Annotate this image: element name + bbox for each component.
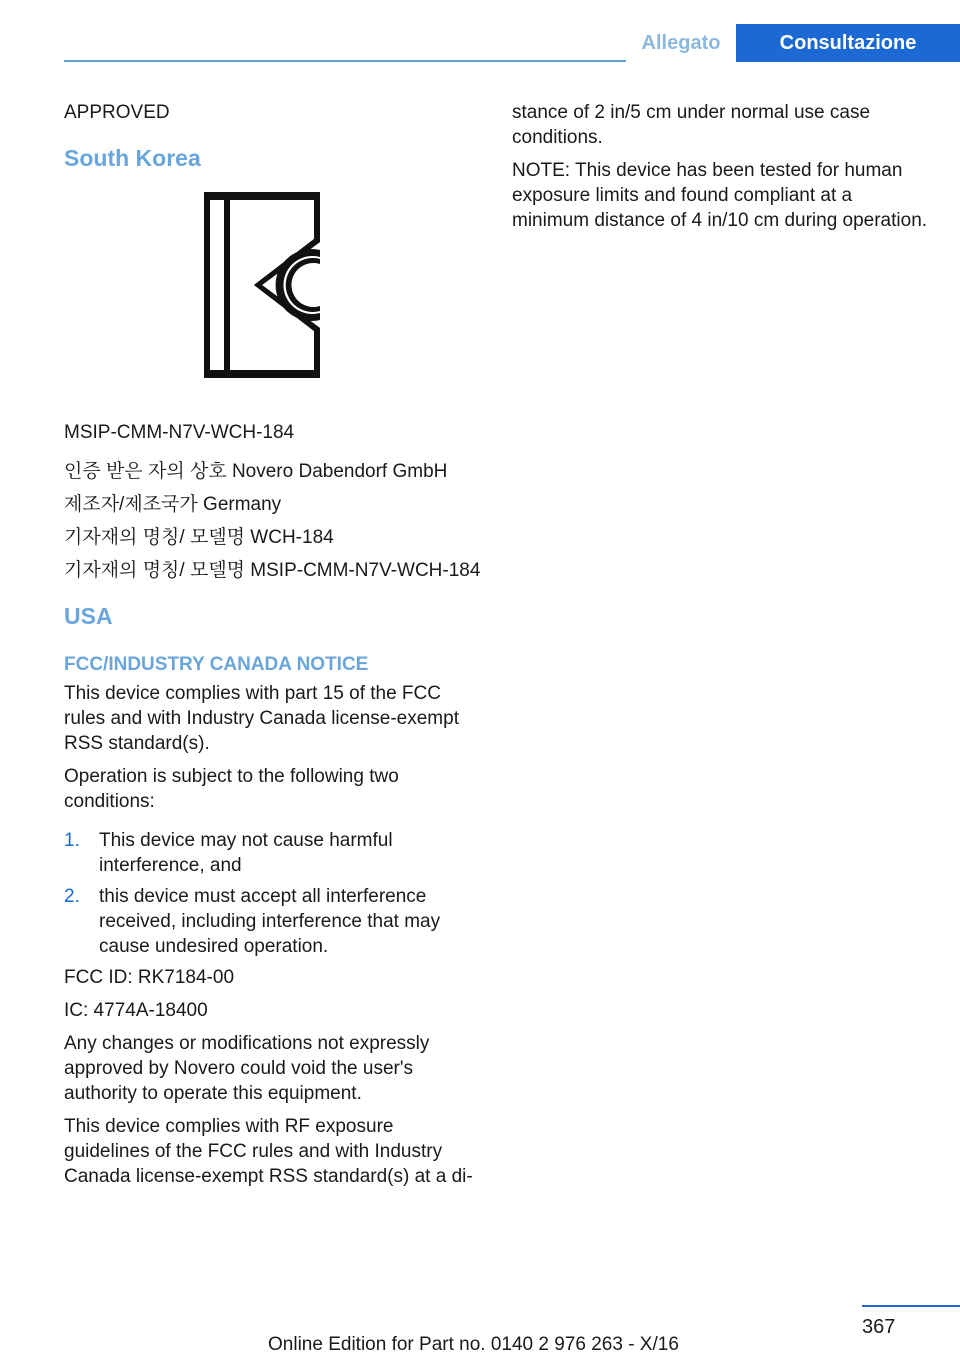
list-item xyxy=(64,828,484,878)
edition-text: Online Edition for Part no. 0140 2 976 263 - X/16 xyxy=(268,1334,679,1355)
list-number: 2. xyxy=(64,886,80,907)
page-number: 367 xyxy=(862,1316,896,1338)
conditions-list xyxy=(64,828,484,959)
tab-consultazione[interactable]: Consultazione xyxy=(736,24,960,62)
list-text: this device must accept all interference received, including interference that may cause undesired operation. xyxy=(99,886,441,957)
fcc-id: FCC ID: RK7184-00 xyxy=(64,967,235,988)
changes-paragraph: Any changes or modifications not expressly approved by Novero could void the user's authority to operate this equipment. xyxy=(64,1033,430,1104)
rf-exposure-paragraph: This device complies with RF exposure guidelines of the FCC rules and with Industry Canada license-exempt RSS standard(s) at a di- xyxy=(64,1116,473,1187)
right-column xyxy=(512,100,932,241)
fcc-heading: FCC/INDUSTRY CANADA NOTICE xyxy=(64,654,369,675)
footer-rule xyxy=(862,1305,960,1307)
ic-number: IC: 4774A-18400 xyxy=(64,1000,208,1021)
south-korea-heading: South Korea xyxy=(64,145,201,171)
list-item xyxy=(64,884,484,959)
tab-allegato[interactable]: Allegato xyxy=(626,24,736,62)
approved-text: APPROVED xyxy=(64,102,170,123)
kr-line-2: 제조자/제조국가 Germany xyxy=(64,494,282,515)
left-column xyxy=(64,100,484,1197)
kc-logo-icon xyxy=(200,192,320,378)
kc-mark xyxy=(64,192,484,392)
kr-line-1: 인증 받은 자의 상호 Novero Dabendorf GmbH xyxy=(64,461,448,482)
note-paragraph: NOTE: This device has been tested for human exposure limits and found compliant at a minimum distance of 4 in/10 cm during operation. xyxy=(512,160,928,231)
fcc-paragraph-1: This device complies with part 15 of the FCC rules and with Industry Canada license-exempt RSS standard(s). xyxy=(64,683,459,754)
list-number: 1. xyxy=(64,830,80,851)
list-text: This device may not cause harmful interference, and xyxy=(99,830,393,876)
fcc-paragraph-2: Operation is subject to the following two conditions: xyxy=(64,766,399,812)
msip-code: MSIP-CMM-N7V-WCH-184 xyxy=(64,422,295,443)
kr-line-3: 기자재의 명칭/ 모델명 WCH-184 xyxy=(64,527,334,548)
rf-exposure-continued: stance of 2 in/5 cm under normal use case conditions. xyxy=(512,102,871,148)
kr-line-4: 기자재의 명칭/ 모델명 MSIP-CMM-N7V-WCH-184 xyxy=(64,560,481,581)
usa-heading: USA xyxy=(64,603,113,629)
